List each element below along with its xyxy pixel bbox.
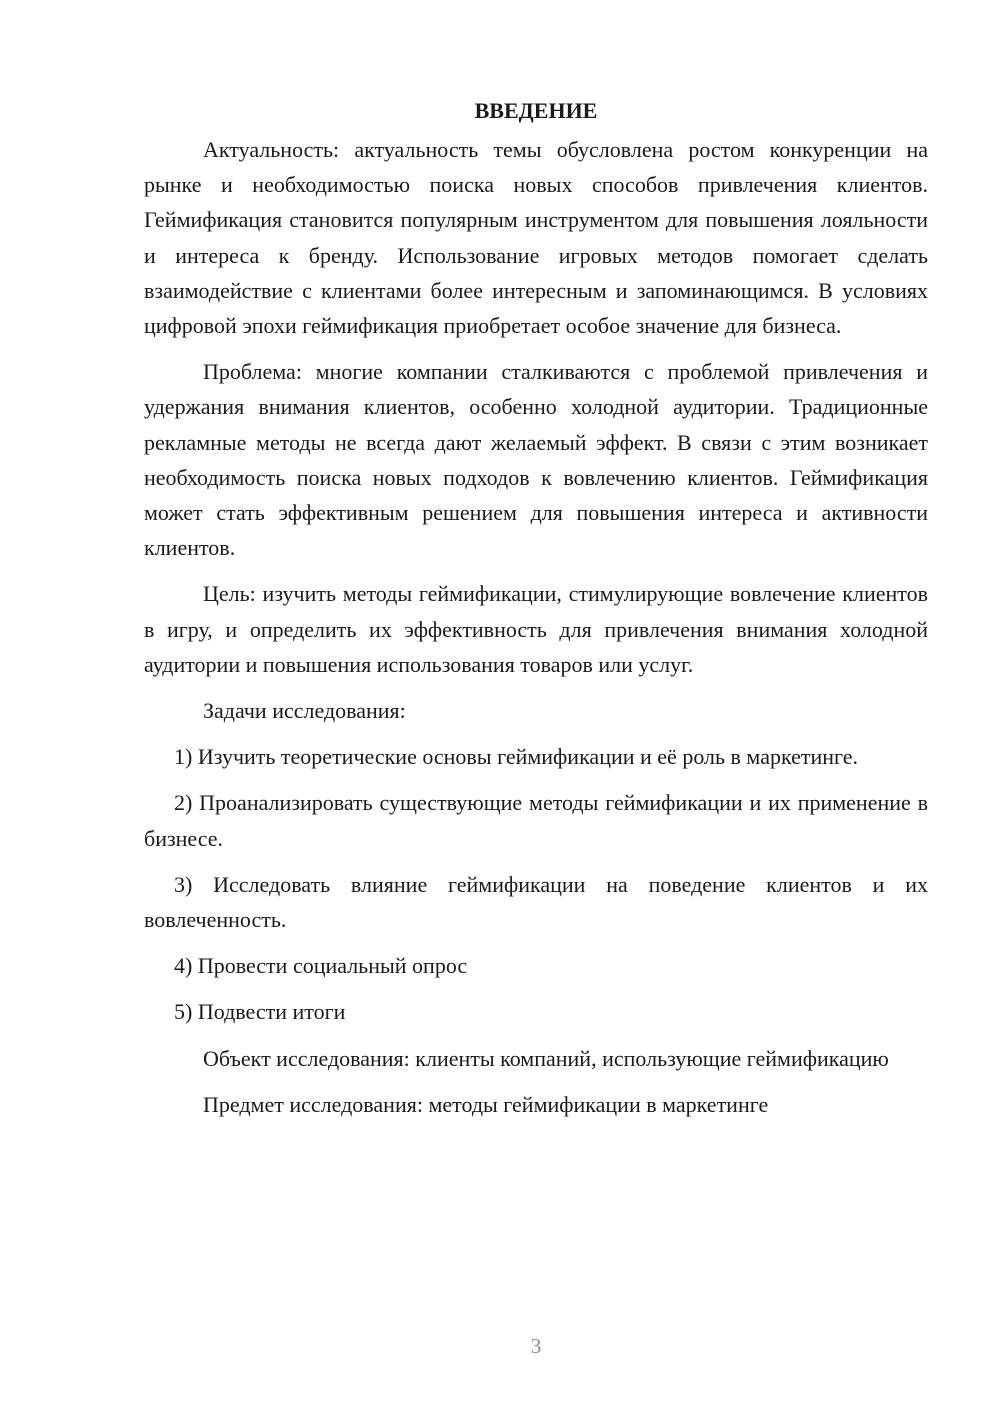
relevance-paragraph: Актуальность: актуальность темы обусловлена ростом конкуренции на рынке и необходимостью поиска новых способов привлечения клиентов. Геймификация становится популярным инструментом для повышения лояльности и интереса к бренду. Использование игровых методов помогает сделать взаимодействие с клиентами более интересным и запоминающимся. В условиях цифровой эпохи геймификация приобретает особое значение для бизнеса. xyxy=(144,137,928,339)
subject-paragraph: Предмет исследования: методы геймификации в маркетинге xyxy=(203,1091,769,1117)
task-item: 1) Изучить теоретические основы геймификации и её роль в маркетинге. xyxy=(174,744,859,770)
page-number: 3 xyxy=(530,1334,542,1358)
goal-paragraph: Цель: изучить методы геймификации, стимулирующие вовлечение клиентов в игру, и определить их эффективность для привлечения внимания холодной аудитории и повышения использования товаров или услуг. xyxy=(144,581,928,677)
tasks-heading: Задачи исследования: xyxy=(203,698,406,724)
task-item: 5) Подвести итоги xyxy=(174,999,346,1025)
document-page xyxy=(144,96,928,1133)
task-item: 3) Исследовать влияние геймификации на поведение клиентов и их вовлеченность. xyxy=(144,871,928,933)
task-item: 2) Проанализировать существующие методы геймификации и их применение в бизнесе. xyxy=(144,790,928,851)
object-paragraph: Объект исследования: клиенты компаний, использующие геймификацию xyxy=(203,1045,889,1071)
problem-paragraph: Проблема: многие компании сталкиваются с проблемой привлечения и удержания внимания клиентов, особенно холодной аудитории. Традиционные рекламные методы не всегда дают желаемый эффект. В связи с этим возникает необходимость поиска новых подходов к вовлечению клиентов. Геймификация может стать эффективным решением для повышения интереса и активности клиентов. xyxy=(144,359,928,561)
task-item: 4) Провести социальный опрос xyxy=(174,953,468,979)
page-title: ВВЕДЕНИЕ xyxy=(474,98,598,123)
